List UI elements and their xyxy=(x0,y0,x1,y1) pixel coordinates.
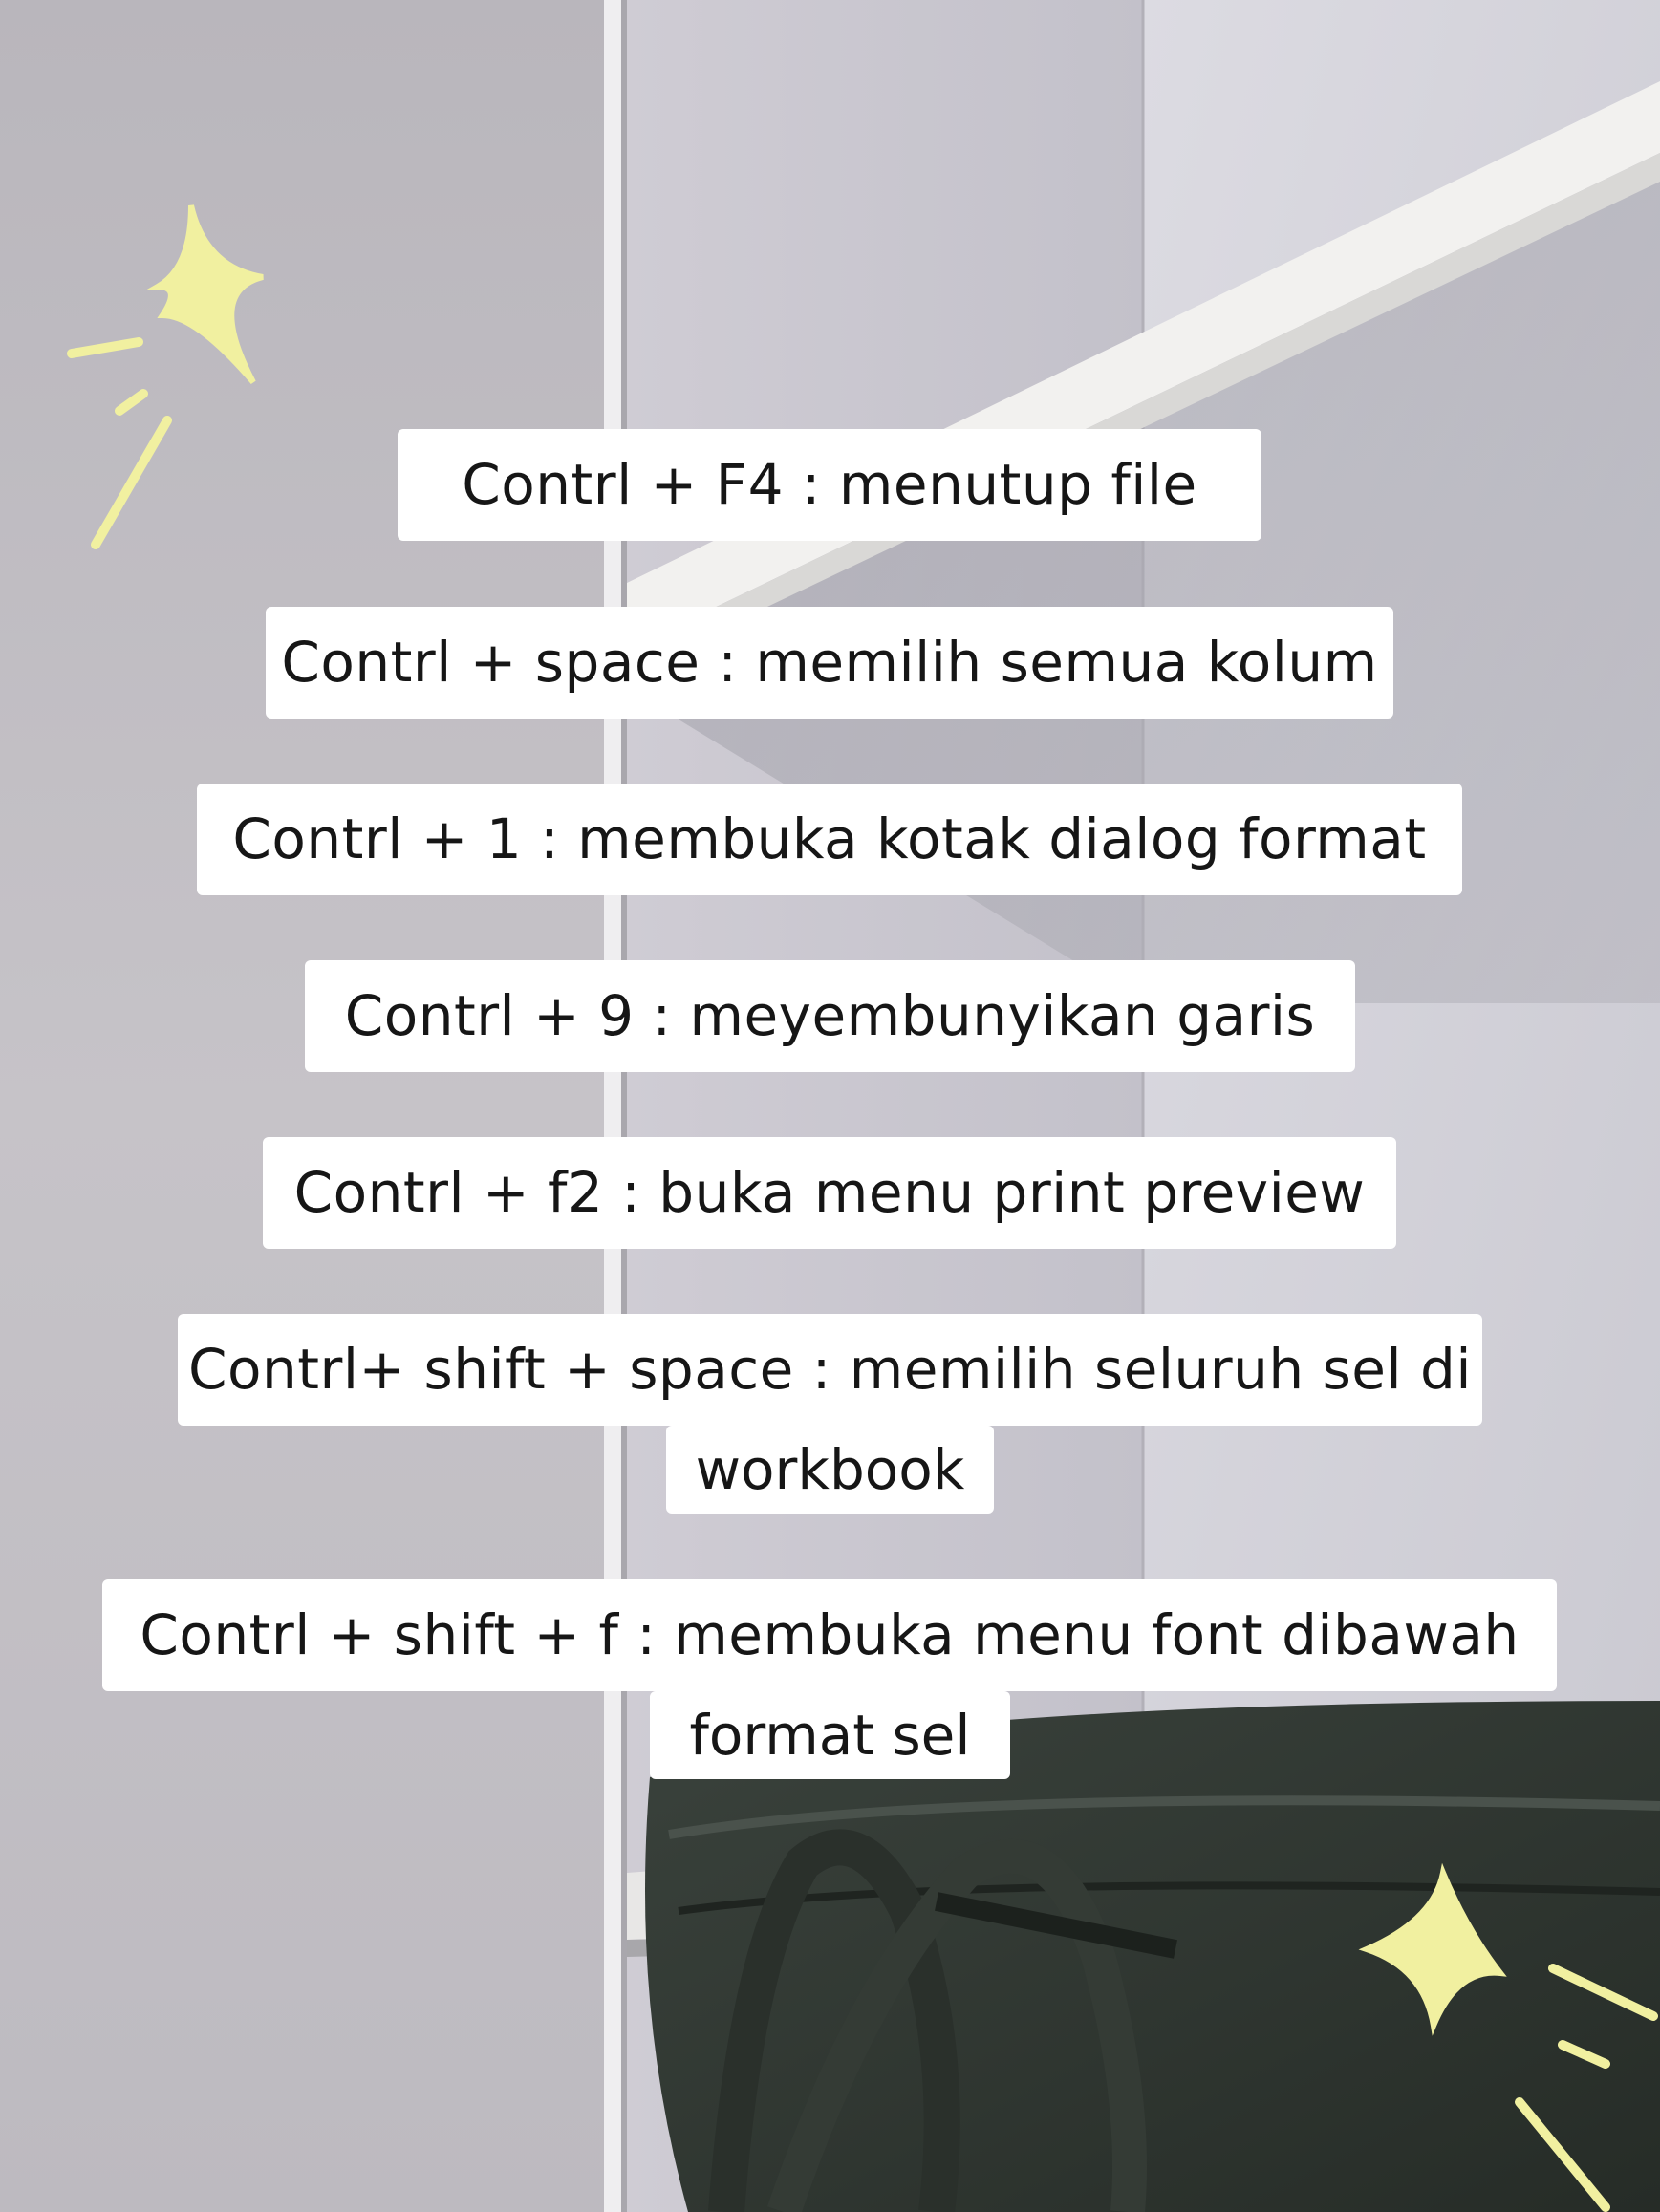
shortcut-label: Contrl + 9 : meyembunyikan garis xyxy=(305,960,1355,1072)
shortcut-label-continuation: workbook xyxy=(666,1426,994,1514)
shortcut-label: Contrl + f2 : buka menu print preview xyxy=(263,1137,1396,1249)
shortcut-label: Contrl + space : memilih semua kolum xyxy=(266,607,1393,719)
shortcut-label: Contrl + 1 : membuka kotak dialog format xyxy=(197,784,1462,895)
shortcut-label: Contrl + shift + f : membuka menu font dibawah xyxy=(102,1579,1557,1691)
shortcut-label: Contrl+ shift + space : memilih seluruh sel di xyxy=(178,1314,1482,1426)
shortcut-label: Contrl + F4 : menutup file xyxy=(398,429,1261,541)
shortcut-label-continuation: format sel xyxy=(650,1691,1010,1779)
